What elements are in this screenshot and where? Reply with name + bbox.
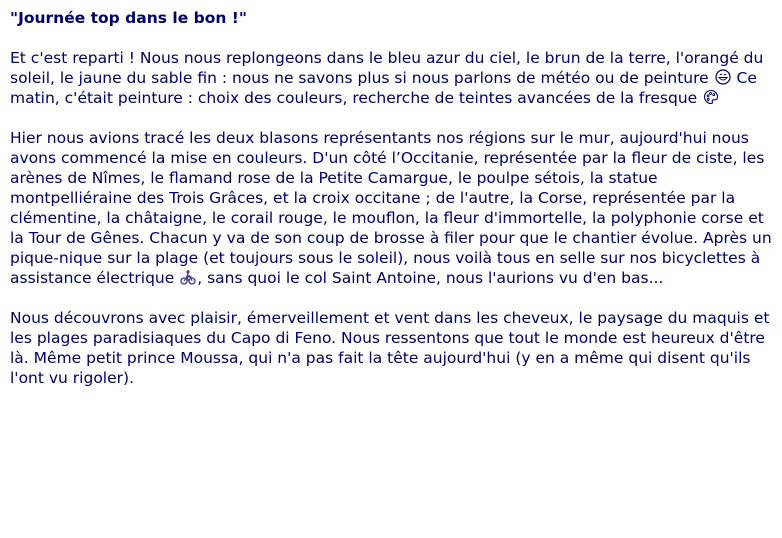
grinning-face-icon — [715, 69, 731, 85]
paragraph-1-text-b: Ce matin, c'était peinture : choix des couleurs, recherche de teintes avancées de la fresque — [10, 69, 757, 107]
paragraph-2 — [10, 128, 772, 288]
paragraph-2-text-a: Hier nous avions tracé les deux blasons représentants nos régions sur le mur, aujourd'hui nous avons commencé la mise en couleurs. D'un côté l’Occitanie, représentée par la fleur de ciste, les arènes de Nîmes, le flamand rose de la Petite Camargue, le poulpe sétois, la statue montpelliéraine des Trois Grâces, et la croix occitane ; de l'autre, la Corse, représentée par la clémentine, la châtaigne, le corail rouge, le mouflon, la fleur d'immortelle, la polyphonie corse et la Tour de Gênes. Chacun y va de son coup de brosse à filer pour que le chantier évolue. Après un pique-nique sur la plage (et toujours sous le soleil), nous voilà tous en selle sur nos bicyclettes à assistance électrique — [10, 129, 772, 287]
paragraph-2-text-b: , sans quoi le col Saint Antoine, nous l'aurions vu d'en bas... — [197, 269, 664, 287]
artist-palette-icon — [703, 89, 719, 105]
paragraph-1 — [10, 48, 772, 108]
cyclist-icon — [180, 269, 196, 285]
paragraph-1-text-a: Et c'est reparti ! Nous nous replongeons dans le bleu azur du ciel, le brun de la terre, l'orangé du soleil, le jaune du sable fin : nous ne savons plus si nous parlons de météo ou de peinture — [10, 49, 764, 87]
article-body — [10, 8, 772, 408]
paragraph-3: Nous découvrons avec plaisir, émerveillement et vent dans les cheveux, le paysage du maquis et les plages paradisiaques du Capo di Feno. Nous ressentons que tout le monde est heureux d'être là. Même petit prince Moussa, qui n'a pas fait la tête aujourd'hui (y en a même qui disent qu'ils l'ont vu rigoler). — [10, 309, 770, 387]
article-title: "Journée top dans le bon !" — [10, 9, 247, 27]
